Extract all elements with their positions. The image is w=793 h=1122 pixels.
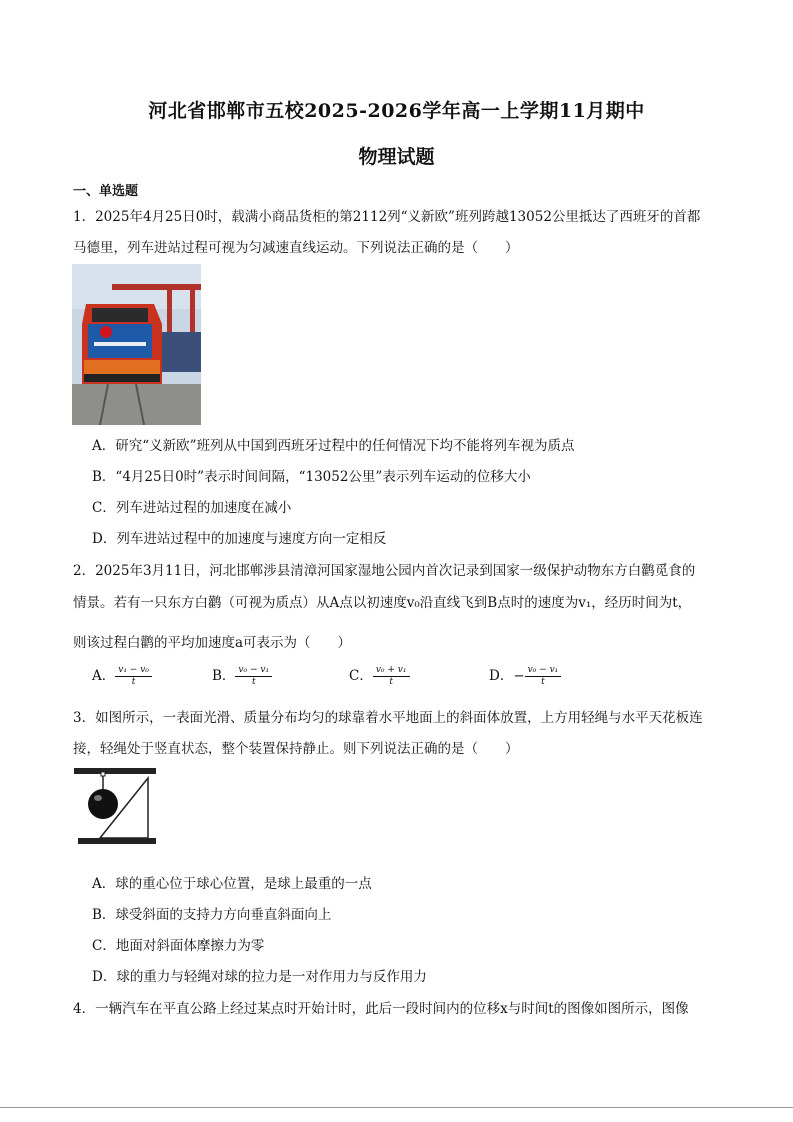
q3-stem-line1: 3．如图所示，一表面光滑、质量分布均匀的球靠着水平地面上的斜面体放置，上方用轻绳与水平天花板连 [73, 710, 703, 726]
q2-option-d-fraction [525, 665, 562, 688]
q2-option-b-label: B． [212, 668, 236, 684]
q3-option-a[interactable]: A．球的重心位于球心位置，是球上最重的一点 [92, 876, 372, 892]
q2-option-a[interactable] [92, 664, 152, 688]
q2-option-c-label: C． [349, 668, 373, 684]
q2-stem-line3: 则该过程白鹳的平均加速度a可表示为（ ） [73, 635, 352, 651]
q1-option-a[interactable]: A．研究“义新欧”班列从中国到西班牙过程中的任何情况下均不能将列车视为质点 [92, 438, 575, 454]
q3-option-c[interactable]: C．地面对斜面体摩擦力为零 [92, 938, 265, 954]
q2-option-b-fraction [235, 665, 272, 688]
exam-title: 河北省邯郸市五校2025-2026学年高一上学期11月期中 [148, 100, 645, 122]
q2-stem-line1: 2．2025年3月11日，河北邯郸涉县清漳河国家湿地公园内首次记录到国家一级保护动物东方白鹳觅食的 [73, 563, 696, 579]
q1-option-c[interactable]: C．列车进站过程的加速度在减小 [92, 500, 292, 516]
q2-option-d-denominator: t [541, 677, 545, 687]
q1-option-b[interactable]: B．“4月25日0时”表示时间间隔，“13052公里”表示列车运动的位移大小 [92, 469, 531, 485]
q2-option-b-numerator: v₀ − v₁ [235, 665, 272, 677]
q2-option-d-sign: − [513, 668, 525, 684]
q3-option-b[interactable]: B．球受斜面的支持力方向垂直斜面向上 [92, 907, 332, 923]
q2-option-c-numerator: v₀ + v₁ [373, 665, 410, 677]
q2-stem-line2: 情景。若有一只东方白鹳（可视为质点）从A点以初速度v₀沿直线飞到B点时的速度为v₁，经历时间为t， [73, 595, 692, 611]
q2-option-b-denominator: t [251, 677, 256, 687]
exam-subtitle: 物理试题 [358, 146, 435, 168]
q3-stem-line2: 接，轻绳处于竖直状态，整个装置保持静止。则下列说法正确的是（ ） [73, 741, 519, 757]
q2-option-c-denominator: t [389, 677, 393, 687]
q1-option-d[interactable]: D．列车进站过程中的加速度与速度方向一定相反 [92, 531, 387, 547]
ball-incline-diagram [72, 766, 158, 848]
section-heading: 一、单选题 [73, 184, 139, 199]
q2-option-a-fraction [115, 665, 152, 688]
q2-option-d[interactable] [489, 664, 561, 688]
q2-option-b[interactable] [212, 664, 272, 688]
q2-option-a-denominator: t [131, 677, 136, 687]
q4-stem-line1: 4．一辆汽车在平直公路上经过某点时开始计时，此后一段时间内的位移x与时间t的图像如图所示，图像 [73, 1001, 689, 1017]
q2-option-c-fraction [373, 665, 410, 688]
q2-option-a-label: A． [92, 668, 116, 684]
q2-option-c[interactable] [349, 664, 410, 688]
q3-option-d[interactable]: D．球的重力与轻绳对球的拉力是一对作用力与反作用力 [92, 969, 427, 985]
q2-option-d-label: D． [489, 668, 514, 684]
q1-stem-line1: 1．2025年4月25日0时，载满小商品货柜的第2112列“义新欧”班列跨越13052公里抵达了西班牙的首都 [73, 209, 701, 225]
q2-option-a-numerator: v₁ − v₀ [115, 665, 152, 677]
bottom-rule [0, 1107, 793, 1108]
q1-stem-line2: 马德里，列车进站过程可视为匀减速直线运动。下列说法正确的是（ ） [73, 240, 519, 256]
q2-option-d-numerator: v₀ − v₁ [525, 665, 562, 677]
train-photo [72, 264, 201, 425]
